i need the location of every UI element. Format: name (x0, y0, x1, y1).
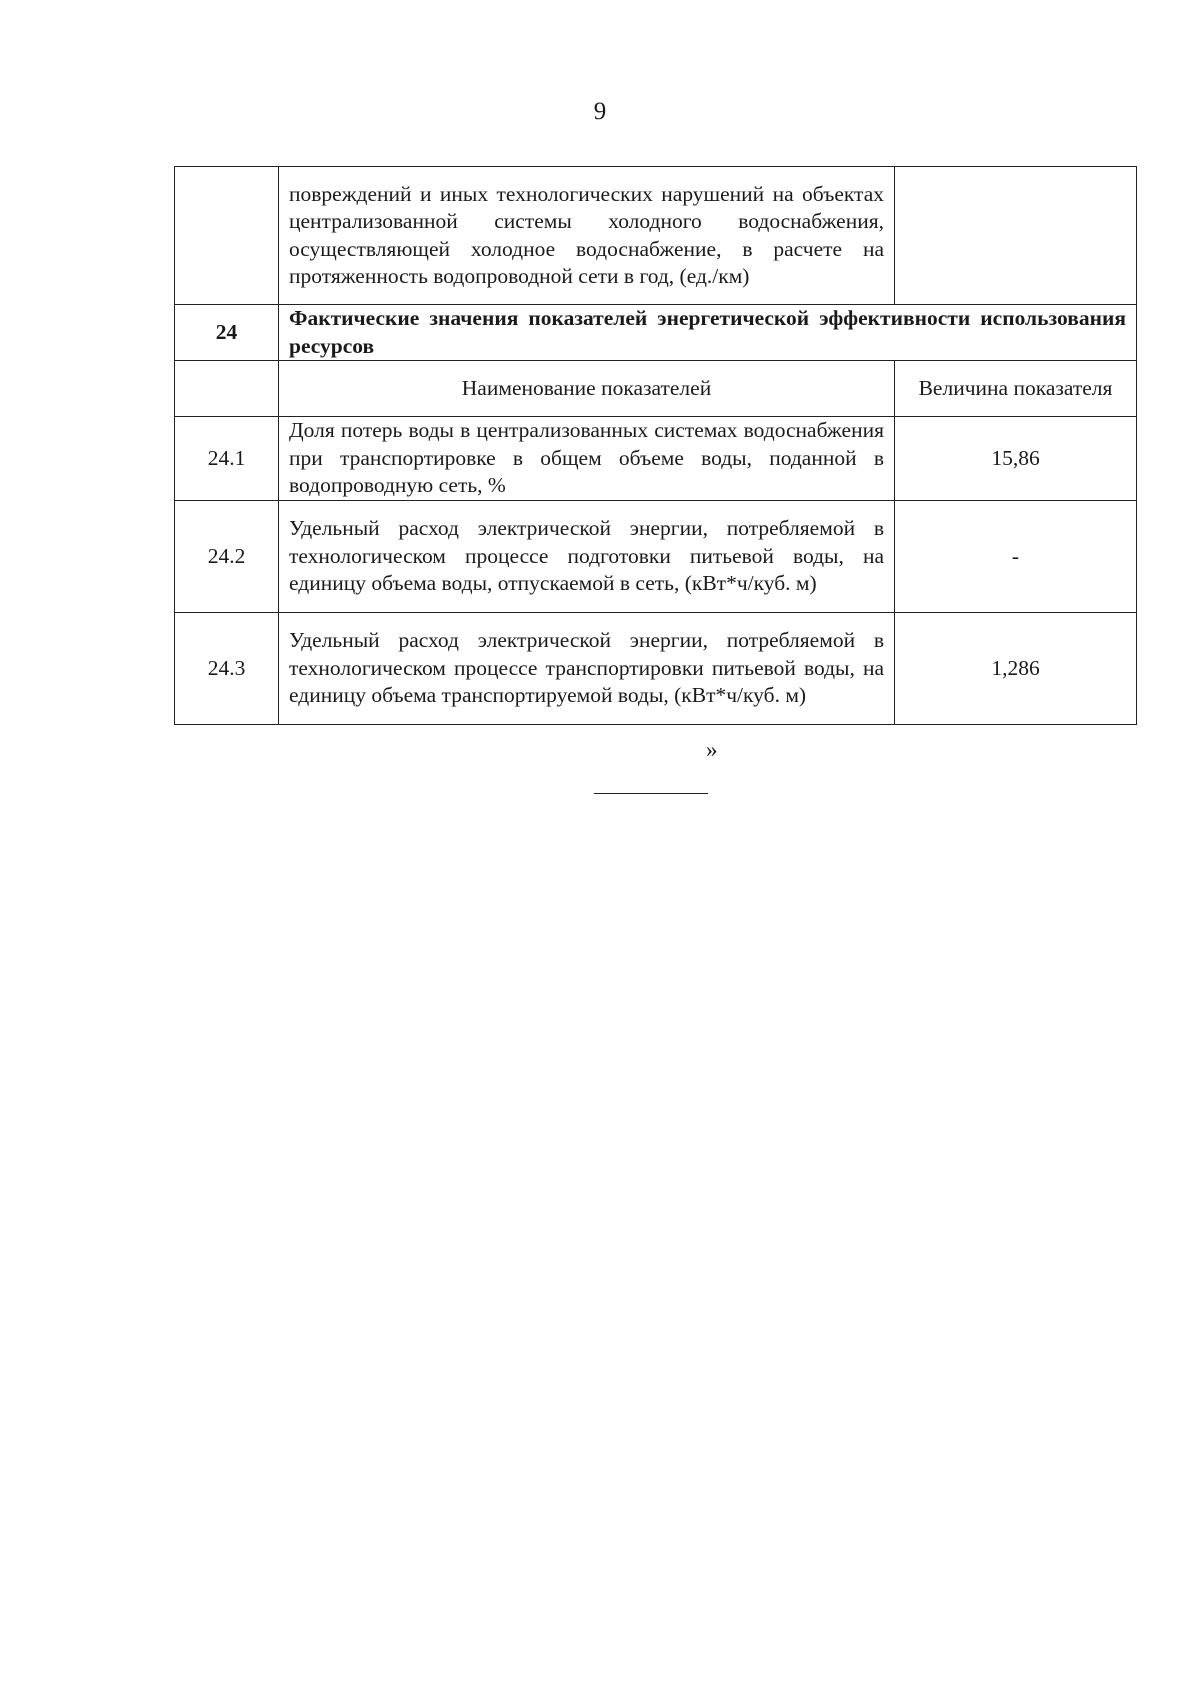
table-row (175, 501, 1137, 613)
table-row-continuation (175, 167, 1137, 305)
table-row (175, 417, 1137, 501)
page-number: 9 (593, 98, 607, 125)
row-value-cell: - (895, 501, 1137, 613)
closing-quote: » (706, 737, 718, 762)
end-divider (594, 793, 708, 794)
indicators-table (174, 166, 1137, 725)
row-value-cell: 15,86 (895, 417, 1137, 501)
header-number-cell (175, 361, 279, 417)
table-header-row (175, 361, 1137, 417)
section-number: 24 (175, 305, 279, 361)
row-value-cell: 1,286 (895, 613, 1137, 725)
row-text-cell: Удельный расход электрической энергии, потребляемой в технологическом процессе транспортировки питьевой воды, на единицу объема транспортируемой воды, (кВт*ч/куб. м) (279, 613, 895, 725)
row-number-cell: 24.2 (175, 501, 279, 613)
section-title: Фактические значения показателей энергетической эффективности использования ресурсов (279, 305, 1137, 361)
section-row (175, 305, 1137, 361)
row-number-cell: 24.3 (175, 613, 279, 725)
header-value-cell: Величина показателя (895, 361, 1137, 417)
row-text-cell: повреждений и иных технологических нарушений на объектах централизованной системы холодного водоснабжения, осуществляющей холодное водоснабжение, в расчете на протяженность водопроводной сети в год, (ед./км) (279, 167, 895, 305)
row-number-cell (175, 167, 279, 305)
row-text-cell: Доля потерь воды в централизованных системах водоснабжения при транспортировке в общем объеме воды, поданной в водопроводную сеть, % (279, 417, 895, 501)
row-text-cell: Удельный расход электрической энергии, потребляемой в технологическом процессе подготовки питьевой воды, на единицу объема воды, отпускаемой в сеть, (кВт*ч/куб. м) (279, 501, 895, 613)
table-row (175, 613, 1137, 725)
row-number-cell: 24.1 (175, 417, 279, 501)
header-name-cell: Наименование показателей (279, 361, 895, 417)
row-value-cell (895, 167, 1137, 305)
